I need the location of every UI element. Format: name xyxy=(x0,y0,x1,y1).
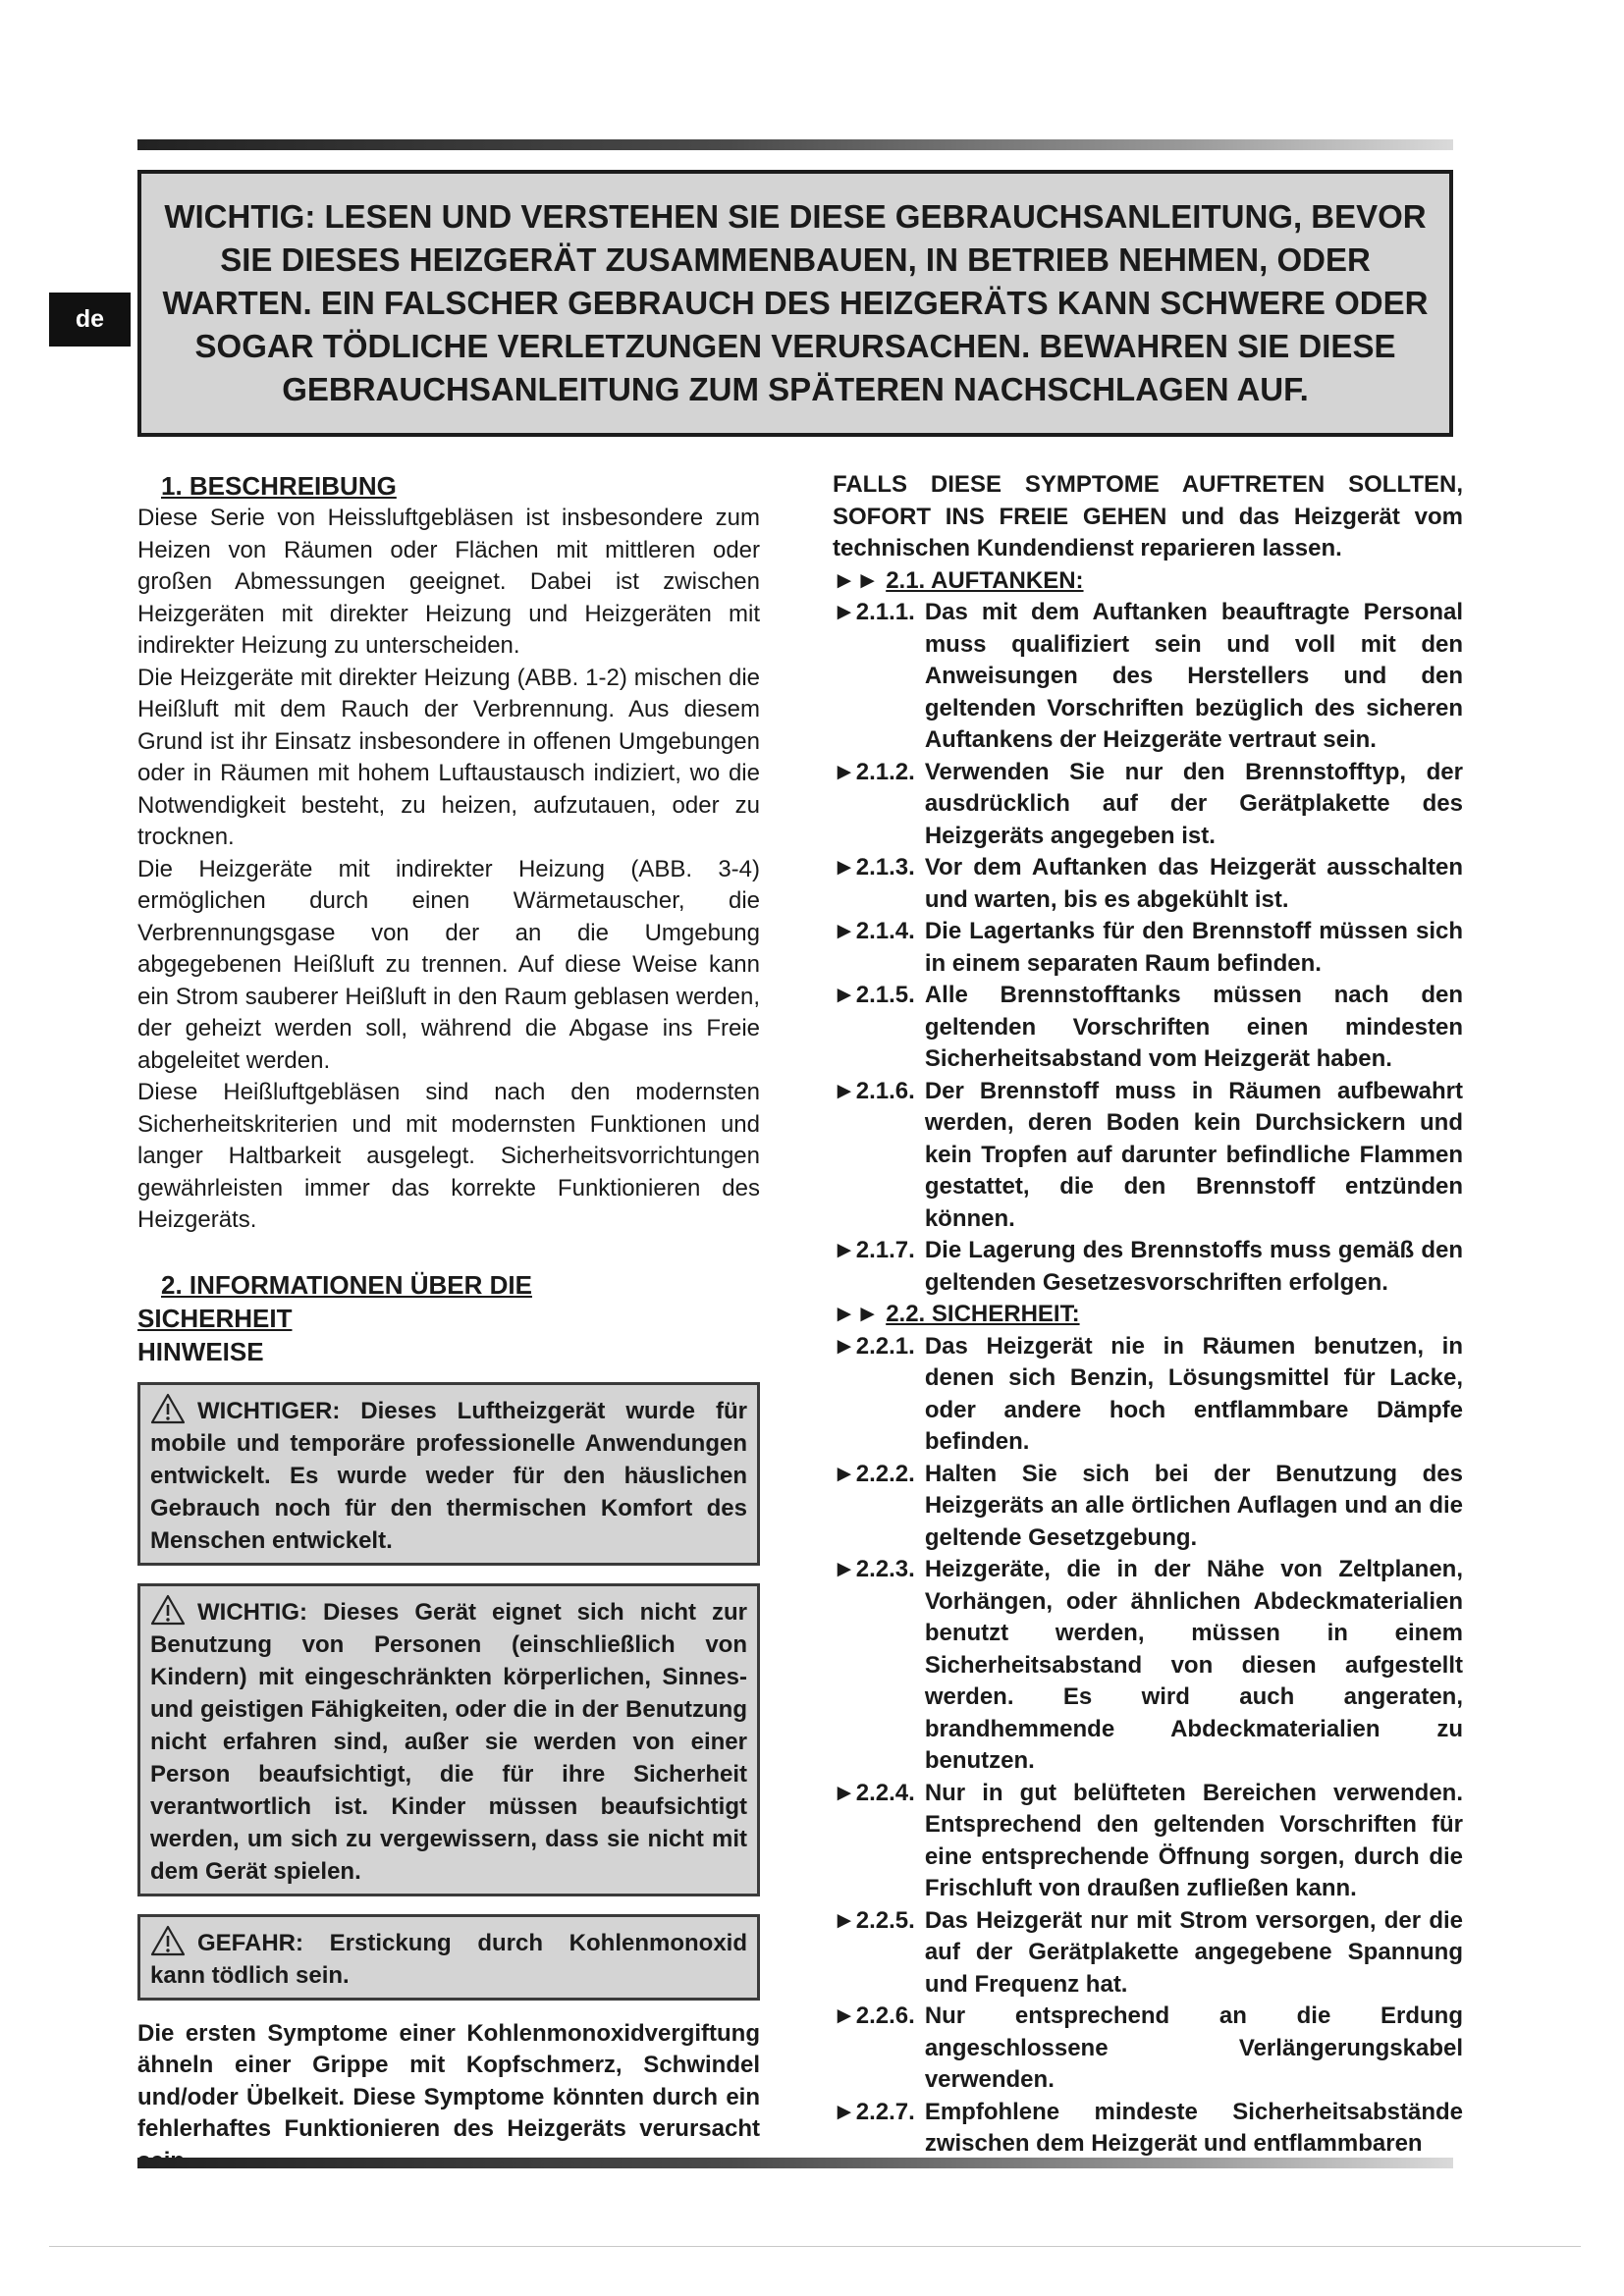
warning-triangle-icon xyxy=(150,1925,186,1956)
list-item xyxy=(833,1778,1463,1905)
section1-paragraph: Diese Heißluftgebläsen sind nach den modernsten Sicherheitskriterien und mit modernsten Funktionen und langer Haltbarkeit ausgelegt. Sicherheitsvorrichtungen gewährleisten immer das korrekte Funktionieren des Heizgeräts. xyxy=(137,1079,760,1233)
list-item xyxy=(833,757,1463,853)
list-item xyxy=(833,916,1463,980)
important-warning-banner xyxy=(137,170,1453,437)
subsection-heading-safety xyxy=(833,1299,1463,1331)
item-text: Heizgeräte, die in der Nähe von Zeltplanen, Vorhängen, oder ähnlichen Abdeckmaterialien benutzt werden, müssen in einem Sicherheitsabstand von diesen aufgestellt werden. Es wird auch angeraten, brandhemmende Abdeckmaterialien zu benutzen. xyxy=(924,1556,1463,1774)
notice-box-professional-use xyxy=(137,1382,760,1566)
item-number: ►2.2.4. xyxy=(833,1779,915,1806)
top-decorative-bar xyxy=(137,139,1453,150)
bottom-decorative-bar xyxy=(137,2158,1453,2168)
item-number: ►2.1.4. xyxy=(833,918,915,944)
item-text: Der Brennstoff muss in Räumen aufbewahrt werden, deren Boden kein Durchsickern und kein Tropfen auf darunter befindliche Flammen gestattet, die den Brennstoff entzünden können. xyxy=(924,1077,1463,1232)
item-number: ►2.2.5. xyxy=(833,1906,915,1934)
notice-box-danger-co xyxy=(137,1914,760,2001)
list-item xyxy=(833,2001,1463,2097)
item-text: Das Heizgerät nur mit Strom versorgen, der die auf der Gerätplakette angegebene Spannung und Frequenz hat. xyxy=(924,1906,1463,1998)
list-item xyxy=(833,1905,1463,2002)
list-item xyxy=(833,1235,1463,1299)
warning-triangle-icon xyxy=(150,1393,186,1424)
item-number: ►2.2.6. xyxy=(833,2002,915,2029)
notice-text: WICHTIG: Dieses Gerät eignet sich nicht zur Benutzung von Personen (einschließlich von Kindern) mit eingeschränkten körperlichen, Sinnes- und geistigen Fähigkeiten, oder die in der Benutzung nicht erfahren sind, außer sie werden von einer Person beaufsichtigt, die für ihre Sicherheit verantwortlich ist. Kinder müssen beaufsichtigt werden, um sich zu vergewissern, dass sie nicht mit dem Gerät spielen. xyxy=(150,1598,747,1885)
footer-divider xyxy=(49,2246,1581,2247)
item-text: Die Lagertanks für den Brennstoff müssen sich in einem separaten Raum befinden. xyxy=(924,918,1463,977)
item-number: ►2.2.7. xyxy=(833,2098,915,2125)
list-item xyxy=(833,597,1463,757)
item-number: ►2.1.7. xyxy=(833,1237,915,1263)
item-number: ►2.1.6. xyxy=(833,1077,915,1104)
section2-subheading: HINWEISE xyxy=(137,1336,264,1366)
item-text: Vor dem Auftanken das Heizgerät ausschalten und warten, bis es abgekühlt ist. xyxy=(924,854,1463,913)
notice-text: WICHTIGER: Dieses Luftheizgerät wurde für mobile und temporäre professionelle Anwendungen entwickelt. Es wurde weder für den häuslichen Gebrauch noch für den thermischen Komfort des Menschen entwickelt. xyxy=(150,1397,747,1554)
subsection-heading-refueling xyxy=(833,565,1463,598)
item-text: Empfohlene mindeste Sicherheitsabstände zwischen dem Heizgerät und entflammbaren xyxy=(924,2098,1463,2157)
item-text: Das mit dem Auftanken beauftragte Personal muss qualifiziert sein und voll mit den Anweisungen des Herstellers und den geltenden Vorschriften bezüglich des sicheren Auftankens der Heizgeräte vertraut sein. xyxy=(924,599,1463,753)
section2-heading-line2: SICHERHEIT xyxy=(137,1303,293,1333)
right-column xyxy=(833,469,1463,2161)
item-number: ►2.2.2. xyxy=(833,1460,915,1487)
subsection-label: 2.1. AUFTANKEN: xyxy=(886,566,1084,594)
list-item xyxy=(833,2097,1463,2161)
language-tab: de xyxy=(49,293,131,347)
notice-box-supervision xyxy=(137,1583,760,1896)
list-item xyxy=(833,1459,1463,1555)
symptoms-action-paragraph: FALLS DIESE SYMPTOME AUFTRETEN SOLLTEN, SOFORT INS FREIE GEHEN und das Heizgerät vom technischen Kundendienst reparieren lassen. xyxy=(833,471,1463,561)
item-number: ►2.2.3. xyxy=(833,1556,915,1582)
item-number: ►2.1.5. xyxy=(833,982,915,1008)
symptoms-paragraph: Die ersten Symptome einer Kohlenmonoxidvergiftung ähneln einer Grippe mit Kopfschmerz, Schwindel und/oder Übelkeit. Diese Symptome könnten durch ein fehlerhaftes Funktionieren des Heizgeräts verursacht xyxy=(137,2019,760,2142)
item-number: ►2.1.1. xyxy=(833,599,915,625)
item-text: Nur in gut belüfteten Bereichen verwenden. Entsprechend den geltenden Vorschriften für eine entsprechende Öffnung sorgen, durch die Frischluft von draußen zufließen kann. xyxy=(924,1779,1463,1901)
left-column xyxy=(137,469,760,2177)
item-number: ►2.1.3. xyxy=(833,854,915,881)
warning-triangle-icon xyxy=(150,1594,186,1626)
item-text: Halten Sie sich bei der Benutzung des Heizgeräts an alle örtlichen Auflagen und an die geltende Gesetzgebung. xyxy=(924,1460,1463,1551)
section1-paragraph: Diese Serie von Heissluftgebläsen ist insbesondere zum Heizen von Räumen oder Flächen mit mittleren oder großen Abmessungen geeignet. Dabei ist zwischen Heizgeräten mit direkter Heizung und Heizgeräten mit indirekter Heizung zu unterscheiden. xyxy=(137,505,760,659)
section2-heading-line1: 2. INFORMATIONEN ÜBER DIE xyxy=(161,1269,532,1300)
item-text: Das Heizgerät nie in Räumen benutzen, in denen sich Benzin, Lösungsmittel für Lacke, oder andere hoch entflammbare Dämpfe befinden. xyxy=(924,1332,1463,1455)
notice-text: GEFAHR: Erstickung durch Kohlenmonoxid kann tödlich sein. xyxy=(150,1929,747,1989)
arrow-marker-icon: ►► xyxy=(833,566,880,594)
subsection-label: 2.2. SICHERHEIT: xyxy=(886,1301,1080,1327)
section1-paragraph: Die Heizgeräte mit direkter Heizung (ABB. 1-2) mischen die Heißluft mit dem Rauch der Verbrennung. Aus diesem Grund ist ihr Einsatz insbesondere in offenen Umgebungen oder in Räumen mit hohem Luftaustausch indiziert, wo die Notwendigkeit besteht, zu heizen, aufzutauen, oder zu trocknen. xyxy=(137,664,760,850)
item-text: Verwenden Sie nur den Brennstofftyp, der ausdrücklich auf der Gerätplakette des Heizgeräts angegeben ist. xyxy=(924,758,1463,849)
list-item xyxy=(833,980,1463,1076)
item-text: Nur entsprechend an die Erdung angeschlossene Verlängerungskabel verwenden. xyxy=(924,2002,1463,2093)
list-item xyxy=(833,852,1463,916)
item-number: ►2.2.1. xyxy=(833,1332,915,1360)
list-item xyxy=(833,1554,1463,1778)
item-number: ►2.1.2. xyxy=(833,758,915,785)
warning-banner-text: WICHTIG: LESEN UND VERSTEHEN SIE DIESE GEBRAUCHSANLEITUNG, BEVOR SIE DIESES HEIZGERÄT ZUSAMMENBAUEN, IN BETRIEB NEHMEN, ODER WARTEN. EIN FALSCHER GEBRAUCH DES HEIZGERÄTS KANN SCHWERE ODER SOGAR TÖDLICHE VERLETZUNGEN VERURSACHEN. BEWAHREN SIE DIESE GEBRAUCHSANLEITUNG ZUM SPÄTEREN NACHSCHLAGEN AUF. xyxy=(162,198,1429,407)
section1-heading: 1. BESCHREIBUNG xyxy=(161,471,397,501)
list-item xyxy=(833,1331,1463,1459)
item-text: Alle Brennstofftanks müssen nach den geltenden Vorschriften einen mindesten Sicherheitsabstand vom Heizgerät haben. xyxy=(924,982,1463,1072)
section1-paragraph: Die Heizgeräte mit indirekter Heizung (ABB. 3-4) ermöglichen durch einen Wärmetauscher, die Verbrennungsgase von der an die Umgebung abgegebenen Heißluft zu trennen. Auf diese Weise kann ein Strom sauberer Heißluft in den Raum geblasen werden, der geheizt werden soll, während die Abgase ins Freie abgeleitet werden. xyxy=(137,855,760,1074)
list-item xyxy=(833,1076,1463,1236)
item-text: Die Lagerung des Brennstoffs muss gemäß den geltenden Gesetzesvorschriften erfolgen. xyxy=(924,1237,1463,1296)
arrow-marker-icon: ►► xyxy=(833,1301,880,1327)
